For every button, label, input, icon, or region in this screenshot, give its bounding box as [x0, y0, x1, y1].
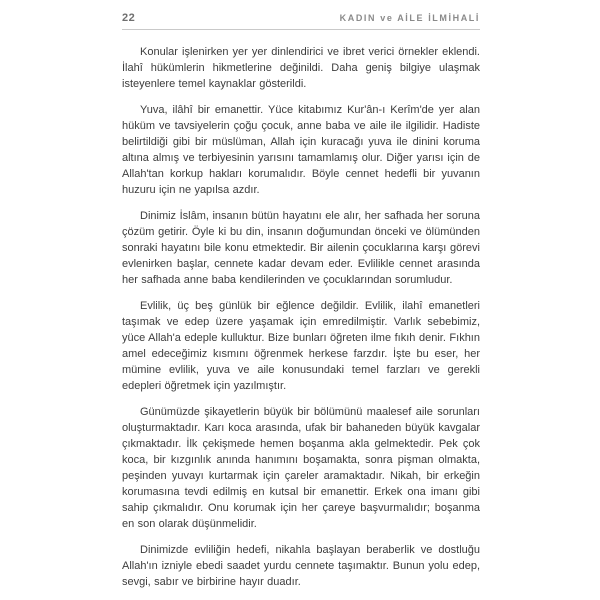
page-content — [122, 12, 480, 600]
page-number: 22 — [122, 12, 136, 24]
paragraph-evliligin-hedefi: Dinimizde evliliğin hedefi, nikahla başlayan beraberlik ve dostluğu Allah'ın izniyle ebedi saadet yurdu cennete taşımaktır. Bunun yolu edep, sevgi, sabır ve birbirine hayır duadır. — [122, 544, 480, 588]
paragraph-evlilik-eglence: Evlilik, üç beş günlük bir eğlence değildir. Evlilik, ilahî emanetleri taşımak ve edep üzere yaşamak için emredilmiştir. Varlık sebebimiz, yüce Allah'a edeple kulluktur. Bize bunları öğreten ilme fıkıh denir. Fıkhın amel edeceğimiz kısmını öğrenmek herkese farzdır. İşte bu eser, her mümine evlilik, yuva ve aile konusundaki temel farzları ve gerekli edepleri öğretmek için yazılmıştır. — [122, 300, 480, 392]
paragraph-yuva-emanet: Yuva, ilâhî bir emanettir. Yüce kitabımız Kur'ân-ı Kerîm'de yer alan hüküm ve tavsiyelerin çoğu çocuk, anne baba ve aile ile ilgilidir. Hadiste belirtildiği gibi bir müslüman, Allah için kuracağı yuva ile dinini koruma altına almış ve terbiyesinin yarısını tamamlamış olur. Diğer yarısı için de Allah'tan korkup hakları korumalıdır. Böyle cennet hedefli bir yuvanın huzuru için ne yapılsa azdır. — [122, 104, 480, 196]
page-header — [122, 12, 480, 30]
paragraph-dinimiz-islam: Dinimiz İslâm, insanın bütün hayatını ele alır, her safhada her soruna çözüm getirir. Öyle ki bu din, insanın doğumundan önceki ve ölümünden sonraki hayatını bile konu etmektedir. Bir ailenin çocuklarına karşı görevi evlenirken başlar, cennete kadar devam eder. Evlilikle cennet arasında her safhada anne baba kendilerinden ve çocuklarından sorumludur. — [122, 210, 480, 286]
paragraph-gunumuzde-sikayetler: Günümüzde şikayetlerin büyük bir bölümünü maalesef aile sorunları oluşturmaktadır. Karı koca arasında, ufak bir bahaneden büyük kavgalar çıkmaktadır. İlk çekişmede hemen boşanma akla gelmektedir. Pek çok koca, bir kızgınlık anında hanımını boşamakta, sonra pişman olmakta, peşinden yuvayı kurtarmak için çareler aramaktadır. Nikah, bir erkeğin korumasına tevdi edilmiş en kutsal bir emanettir. Erkek ona imanı gibi sahip çıkmalıdır. Onu korumak için her çareye başvurmalıdır; boşanma en son olarak düşünmelidir. — [122, 406, 480, 530]
running-title: KADIN ve AİLE İLMİHALİ — [339, 13, 480, 23]
page-body — [122, 44, 480, 590]
paragraph-intro-sources: Konular işlenirken yer yer dinlendirici ve ibret verici örnekler eklendi. İlahî hükümlerin hikmetlerine değinildi. Daha geniş bilgiye ulaşmak isteyenlere temel kaynaklar gösterildi. — [122, 46, 480, 90]
